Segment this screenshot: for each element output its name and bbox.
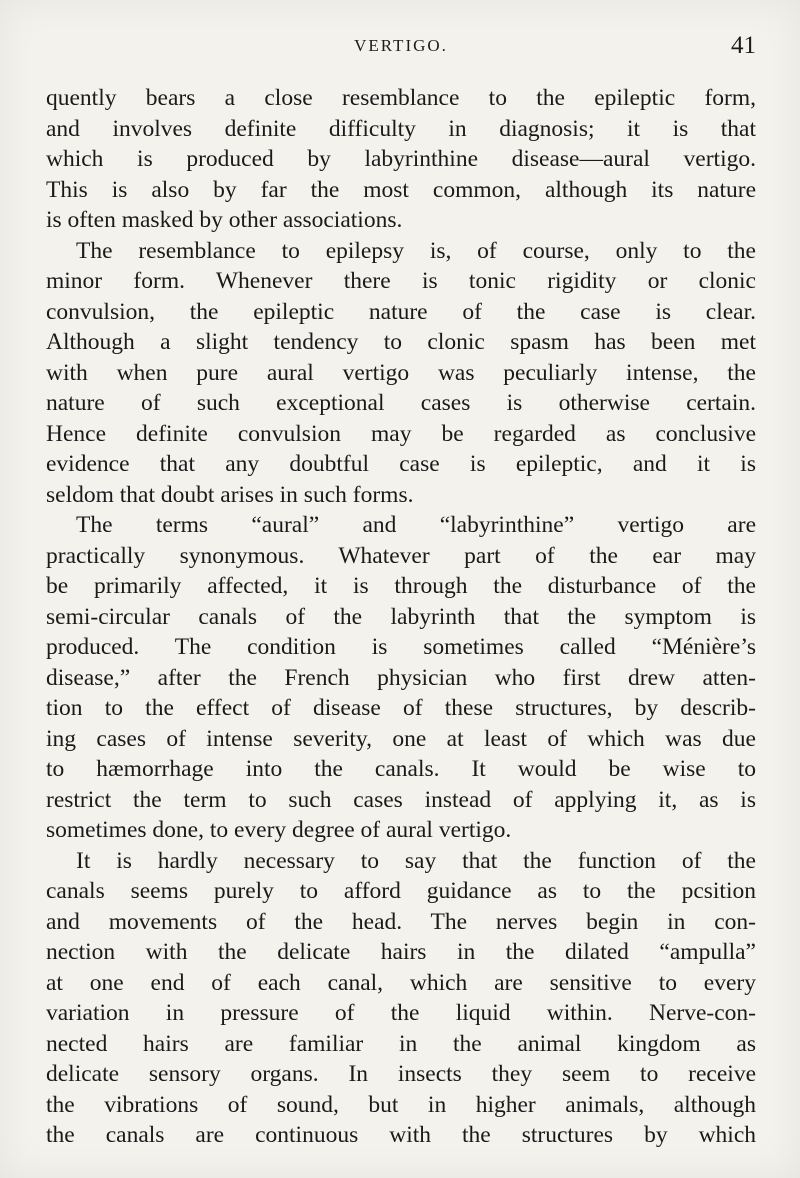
page-header — [46, 32, 756, 66]
running-head: VERTIGO. — [354, 36, 448, 55]
text-line: semi-circular canals of the labyrinth that the symptom is — [46, 603, 756, 630]
text-line: ing cases of intense severity, one at least of which was due — [46, 725, 756, 752]
text-line: variation in pressure of the liquid within. Nerve-con- — [46, 1000, 756, 1026]
text-line: sometimes done, to every degree of aural vertigo. — [46, 817, 512, 843]
text-line: and movements of the head. The nerves begin in con- — [46, 908, 756, 935]
text-line: and involves definite difficulty in diagnosis; it is that — [46, 115, 756, 142]
body-text — [46, 83, 756, 1151]
text-line: The resemblance to epilepsy is, of course, only to the — [76, 237, 756, 264]
text-line: evidence that any doubtful case is epileptic, and it is — [46, 451, 756, 477]
text-line: tion to the effect of disease of these structures, by describ- — [46, 695, 756, 721]
text-line: convulsion, the epileptic nature of the case is clear. — [46, 298, 756, 325]
text-line: practically synonymous. Whatever part of the ear may — [46, 542, 756, 569]
text-line: disease,” after the French physician who first drew atten- — [46, 664, 756, 691]
text-line: quently bears a close resemblance to the epileptic form, — [46, 85, 756, 111]
paragraph — [46, 510, 756, 846]
text-line: minor form. Whenever there is tonic rigidity or clonic — [46, 268, 756, 294]
text-line: which is produced by labyrinthine disease—aural vertigo. — [46, 146, 756, 172]
text-line: nection with the delicate hairs in the dilated “ampulla” — [46, 939, 756, 965]
text-line: is often masked by other associations. — [46, 207, 403, 233]
text-line: with when pure aural vertigo was peculiarly intense, the — [46, 359, 756, 386]
text-line: be primarily affected, it is through the disturbance of the — [46, 573, 756, 599]
text-line: Although a slight tendency to clonic spasm has been met — [46, 329, 756, 355]
paragraph — [46, 846, 756, 1151]
page-number: 41 — [731, 32, 756, 59]
paragraph — [46, 236, 756, 511]
text-line: Hence definite convulsion may be regarded as conclusive — [46, 420, 756, 447]
text-line: seldom that doubt arises in such forms. — [46, 481, 414, 508]
text-line: to hæmorrhage into the canals. It would be wise to — [46, 756, 756, 782]
text-line: canals seems purely to afford guidance as to the pcsition — [46, 878, 756, 904]
text-line: restrict the term to such cases instead of applying it, as is — [46, 786, 756, 813]
text-line: nected hairs are familiar in the animal kingdom as — [46, 1030, 756, 1057]
text-line: at one end of each canal, which are sensitive to every — [46, 969, 756, 996]
text-line: the canals are continuous with the structures by which — [46, 1122, 756, 1148]
text-line: nature of such exceptional cases is otherwise certain. — [46, 390, 756, 416]
text-line: the vibrations of sound, but in higher animals, although — [46, 1091, 756, 1118]
text-line: This is also by far the most common, although its nature — [46, 176, 756, 203]
text-line: produced. The condition is sometimes called “Ménière’s — [46, 634, 756, 660]
text-line: delicate sensory organs. In insects they seem to receive — [46, 1061, 756, 1087]
text-line: It is hardly necessary to say that the function of the — [76, 847, 756, 874]
paragraph — [46, 83, 756, 236]
text-line: The terms “aural” and “labyrinthine” vertigo are — [76, 512, 756, 538]
